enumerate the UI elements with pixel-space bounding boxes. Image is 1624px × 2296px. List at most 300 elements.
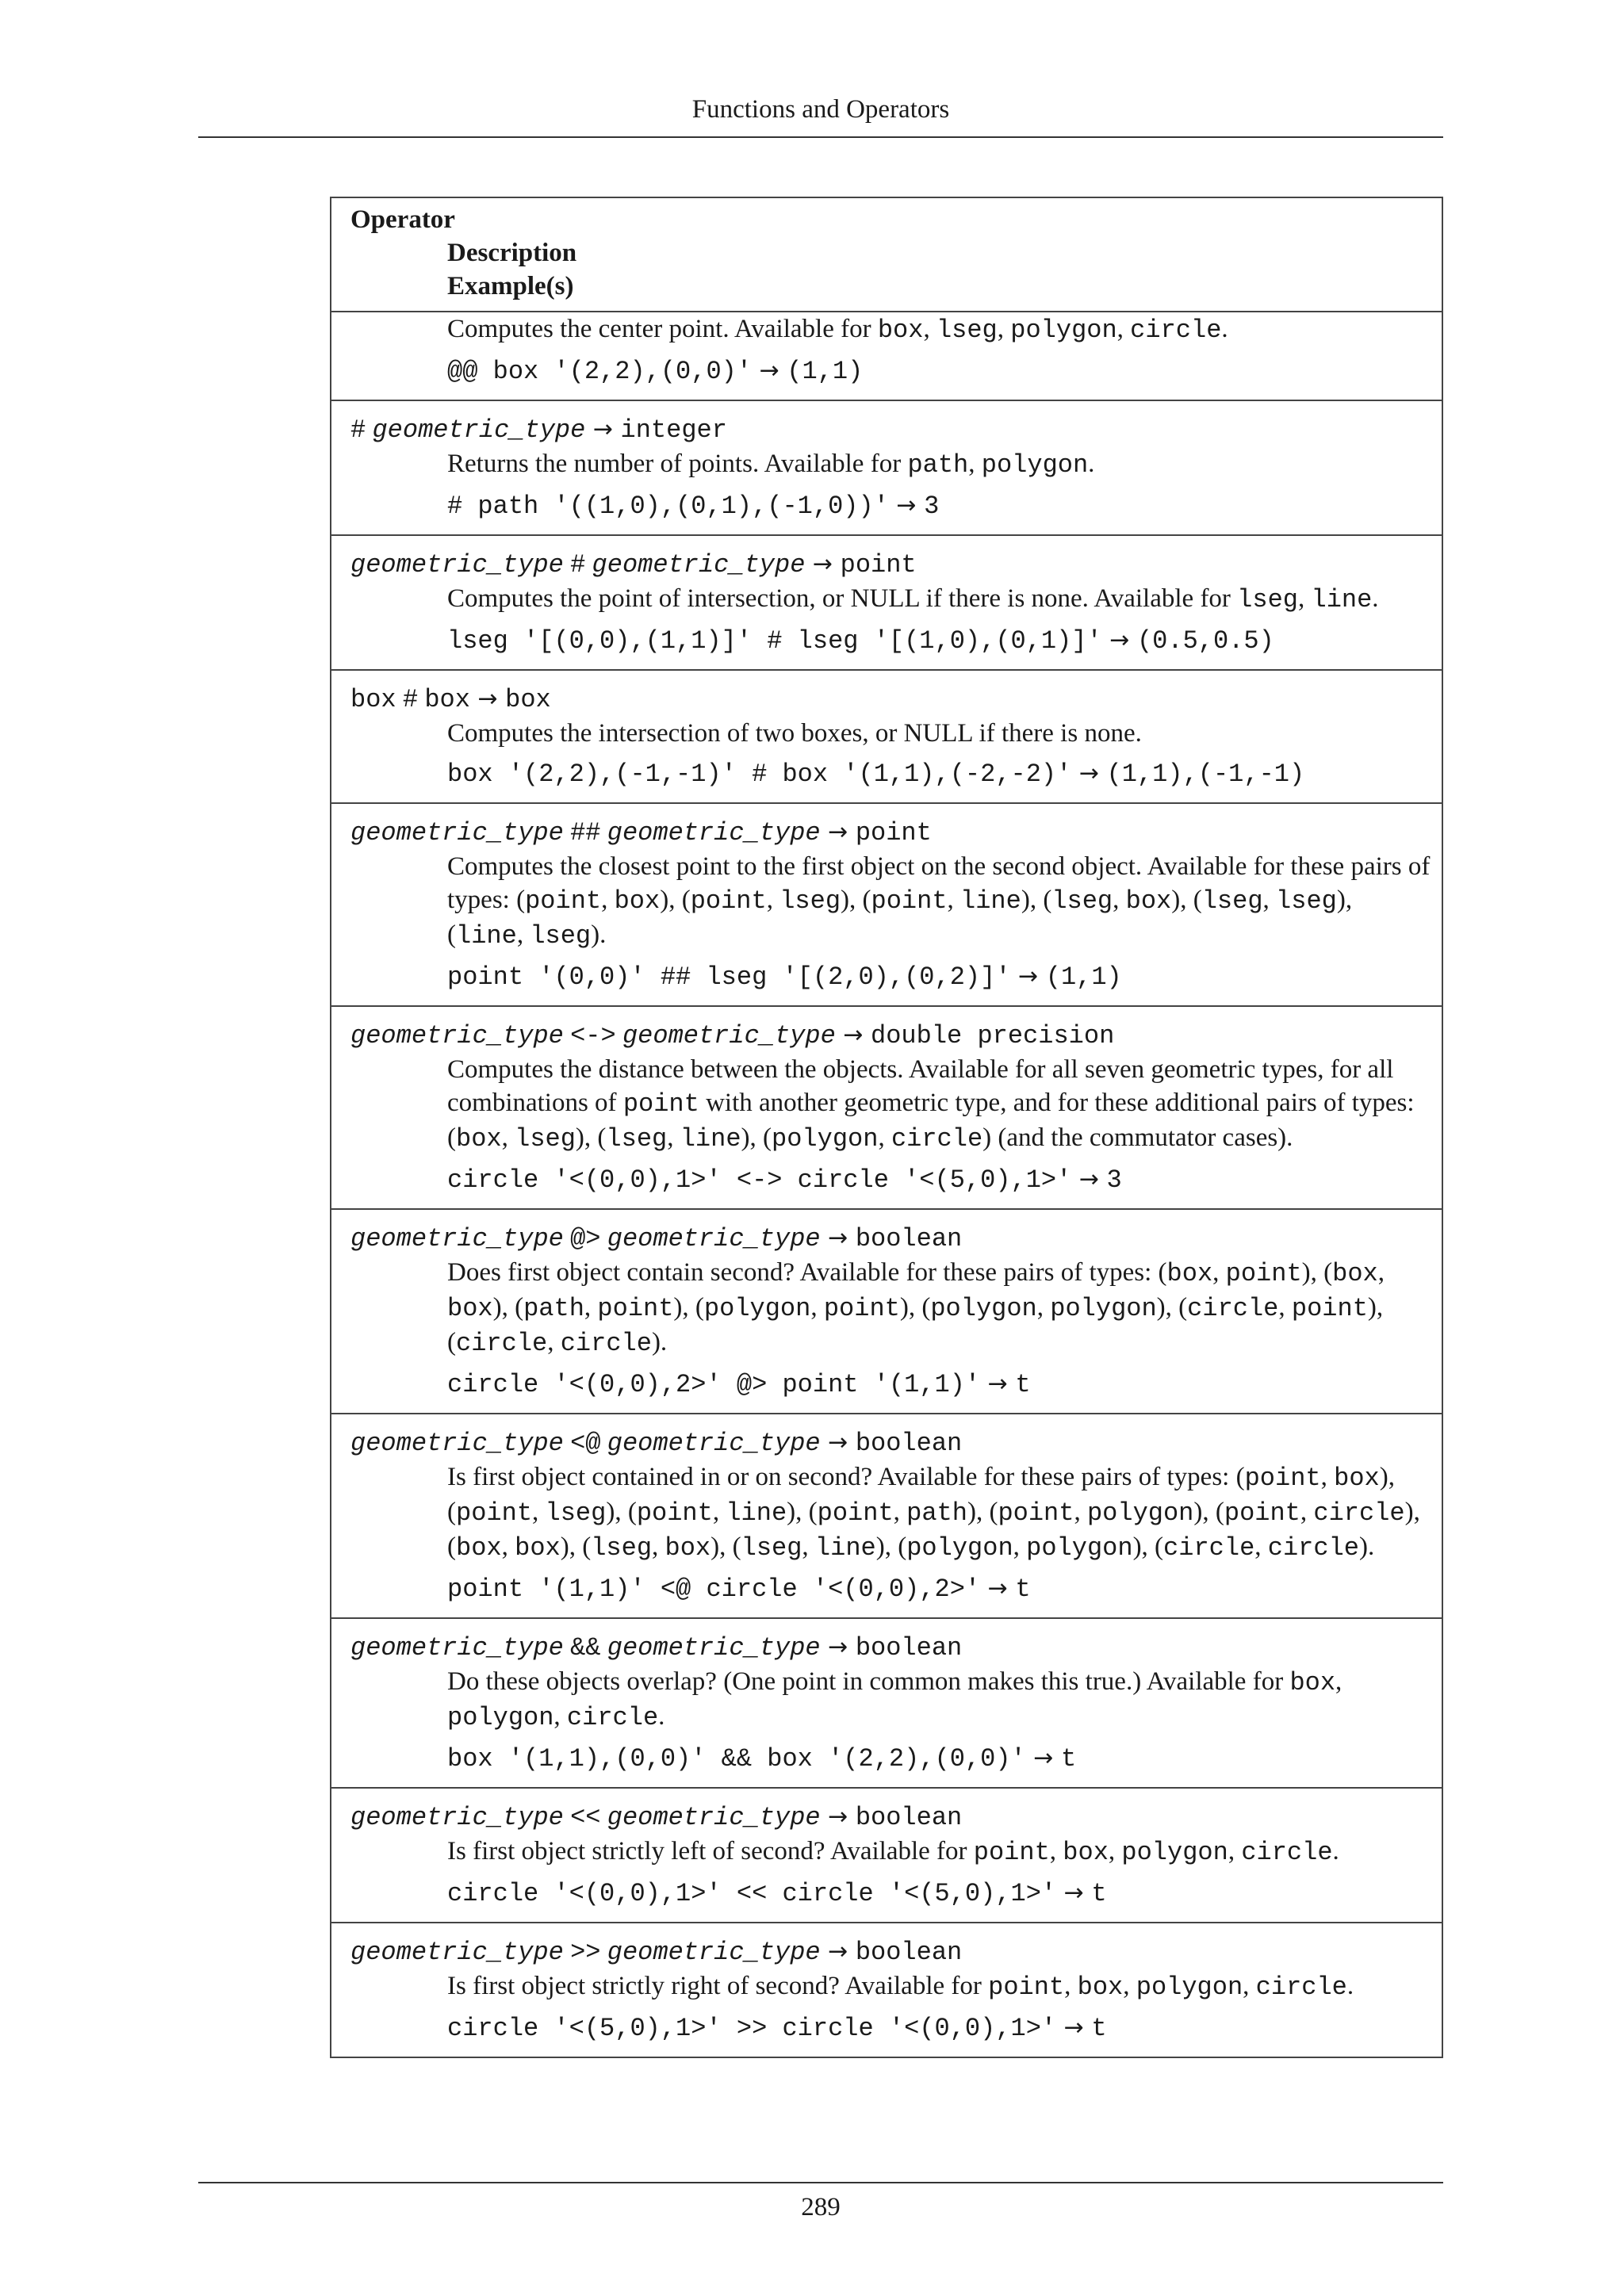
code-token: circle — [1267, 1533, 1359, 1563]
text-run: ), ( — [1301, 1258, 1333, 1287]
text-run: , — [1123, 1972, 1136, 2000]
operator-signature — [350, 1934, 1434, 1969]
operator-description — [350, 1256, 1434, 1360]
text-run — [564, 817, 570, 846]
code-token: line — [814, 1533, 876, 1563]
text-run — [564, 1428, 570, 1456]
text-run: Computes the closest point to the first object on the second object. Available for these pairs of types: ( — [447, 852, 1431, 914]
arrow-symbol: → — [1071, 760, 1107, 787]
text-run: , — [1320, 1463, 1335, 1491]
arrow-symbol: → — [585, 415, 621, 443]
operator-description — [350, 1835, 1434, 1869]
operator-signature — [350, 412, 1434, 447]
text-run: ), ( — [1193, 1498, 1224, 1526]
code-token: line — [456, 921, 517, 951]
code-token: point — [855, 818, 932, 848]
code-token: polygon — [1050, 1294, 1157, 1323]
text-run: , — [1278, 1293, 1292, 1322]
operator-signature — [350, 1221, 1434, 1256]
text-run — [585, 549, 592, 578]
text-run: ) (and the commutator cases). — [982, 1123, 1293, 1152]
code-token: double precision — [871, 1021, 1115, 1050]
text-run — [601, 1223, 607, 1252]
code-token: t — [1091, 1879, 1107, 1908]
operator-example — [350, 2011, 1434, 2045]
text-run — [601, 1632, 607, 1661]
code-token: box — [424, 685, 470, 714]
code-token: && — [570, 1633, 601, 1663]
code-token: circle — [566, 1703, 659, 1732]
code-token: circle — [891, 1124, 983, 1154]
text-run: , — [501, 1533, 515, 1561]
code-token: t — [1091, 2014, 1107, 2043]
text-run — [564, 1632, 570, 1661]
code-token: geometric_type — [622, 1021, 836, 1050]
code-token: lseg — [741, 1533, 802, 1563]
text-run: , — [947, 886, 961, 914]
code-token: box — [665, 1533, 711, 1563]
text-run: , — [667, 1123, 680, 1152]
text-run: , — [893, 1498, 907, 1526]
table-body — [331, 312, 1442, 2057]
code-token: lseg — [606, 1124, 668, 1154]
code-token: box — [350, 685, 396, 714]
code-token: point — [1225, 1259, 1302, 1288]
code-token: point — [456, 1498, 533, 1528]
code-token: box '(2,2),(-1,-1)' # box '(1,1),(-2,-2)' — [447, 760, 1072, 789]
text-run: , — [923, 315, 936, 343]
code-token: t — [1015, 1370, 1031, 1399]
code-token: line — [960, 886, 1021, 916]
code-token: circle — [1187, 1294, 1279, 1323]
text-run — [564, 1802, 570, 1831]
text-run: , — [1113, 886, 1126, 914]
code-token: lseg — [515, 1124, 576, 1154]
text-run: , — [1212, 1258, 1226, 1287]
code-token: point — [690, 886, 767, 916]
code-token: boolean — [855, 1938, 963, 1967]
code-token: (1,1),(-1,-1) — [1106, 760, 1305, 789]
code-token: geometric_type — [350, 818, 564, 848]
header-operator: Operator — [350, 205, 455, 234]
code-token: polygon — [906, 1533, 1013, 1563]
code-token: polygon — [1121, 1838, 1228, 1867]
code-token: << — [570, 1803, 601, 1832]
operator-example — [350, 756, 1434, 791]
code-token: circle — [456, 1329, 548, 1358]
code-token: circle — [1313, 1498, 1405, 1528]
code-token: box — [456, 1124, 502, 1154]
code-token: ## — [570, 818, 601, 848]
code-token: point '(0,0)' ## lseg '[(2,0),(0,2)]' — [447, 962, 1011, 992]
text-run: ), ( — [660, 886, 691, 914]
text-run: , — [766, 886, 780, 914]
code-token: circle — [1130, 316, 1222, 345]
operator-signature — [350, 682, 1434, 717]
code-token: boolean — [855, 1633, 963, 1663]
operator-example — [350, 1876, 1434, 1911]
text-run — [601, 1802, 607, 1831]
code-token: lseg — [779, 886, 841, 916]
text-run: , — [712, 1498, 726, 1526]
text-run: ), ( — [492, 1293, 524, 1322]
text-run: , — [501, 1123, 515, 1152]
text-run: , — [997, 315, 1011, 343]
code-token: # path '((1,0),(0,1),(-1,0))' — [447, 492, 889, 521]
code-token: lseg — [1201, 886, 1263, 916]
text-run: Computes the intersection of two boxes, or NULL if there is none. — [447, 719, 1142, 748]
code-token: geometric_type — [350, 1021, 564, 1050]
code-token: lseg — [936, 316, 998, 345]
text-run: , — [968, 450, 982, 478]
text-run: . — [1332, 1837, 1339, 1866]
code-token: polygon — [1026, 1533, 1133, 1563]
arrow-symbol: → — [805, 550, 841, 578]
code-token: geometric_type — [350, 1224, 564, 1253]
code-token: point — [871, 886, 948, 916]
header-rule — [198, 136, 1443, 138]
code-token: box — [1334, 1464, 1380, 1493]
arrow-symbol: → — [1056, 2014, 1092, 2042]
text-run — [601, 1428, 607, 1456]
code-token: polygon — [447, 1703, 554, 1732]
text-run: . — [1221, 315, 1228, 343]
operator-example — [350, 1162, 1434, 1197]
text-run: Do these objects overlap? (One point in common makes this true.) Available for — [447, 1667, 1290, 1696]
text-run: . — [1372, 584, 1379, 613]
code-token: geometric_type — [607, 1803, 821, 1832]
operator-example — [350, 959, 1434, 994]
text-run: , — [1108, 1837, 1122, 1866]
operator-description — [350, 1665, 1434, 1735]
code-token: line — [1311, 585, 1373, 614]
text-run — [564, 1937, 570, 1965]
code-token: geometric_type — [607, 1429, 821, 1458]
text-run: ), ( — [560, 1533, 592, 1561]
code-token: geometric_type — [350, 1803, 564, 1832]
code-token: polygon — [1010, 316, 1117, 345]
code-token: <-> — [570, 1021, 616, 1050]
operator-example — [350, 623, 1434, 658]
arrow-symbol: → — [980, 1575, 1016, 1602]
arrow-symbol: → — [980, 1370, 1016, 1398]
text-run: Is first object strictly right of second? Available for — [447, 1972, 989, 2000]
code-token: >> — [570, 1938, 601, 1967]
arrow-symbol: → — [1025, 1744, 1061, 1772]
operator-row — [331, 1007, 1442, 1210]
code-token: point '(1,1)' <@ circle '<(0,0),2>' — [447, 1575, 981, 1604]
code-token: lseg '[(0,0),(1,1)]' # lseg '[(1,0),(0,1)]' — [447, 626, 1102, 656]
operator-signature — [350, 547, 1434, 582]
code-token: geometric_type — [350, 1429, 564, 1458]
text-run: , — [1116, 315, 1131, 343]
code-token: circle — [1241, 1838, 1333, 1867]
code-token: box — [1063, 1838, 1109, 1867]
code-token: point — [597, 1294, 674, 1323]
text-run: ), ( — [606, 1498, 637, 1526]
code-token: box '(1,1),(0,0)' && box '(2,2),(0,0)' — [447, 1744, 1026, 1774]
code-token: lseg — [1276, 886, 1337, 916]
text-run: , — [652, 1533, 665, 1561]
text-run: , — [802, 1533, 815, 1561]
code-token: lseg — [591, 1533, 653, 1563]
code-token: lseg — [545, 1498, 607, 1528]
code-token: polygon — [703, 1294, 811, 1323]
text-run: ), ( — [447, 886, 1353, 949]
code-token: polygon — [981, 450, 1089, 480]
code-token: path — [523, 1294, 584, 1323]
text-run: , — [1254, 1533, 1268, 1561]
code-token: box — [447, 1294, 493, 1323]
text-run: , — [1064, 1972, 1078, 2000]
code-token: point — [1291, 1294, 1368, 1323]
text-run: , — [553, 1702, 567, 1731]
code-token: # — [402, 685, 419, 714]
code-token: line — [680, 1124, 741, 1154]
arrow-symbol: → — [888, 492, 925, 519]
text-run: . — [1346, 1972, 1354, 2000]
operator-example — [350, 354, 1434, 388]
arrow-symbol: → — [469, 685, 506, 713]
code-token: boolean — [855, 1803, 963, 1832]
operator-signature — [350, 1425, 1434, 1460]
code-token: geometric_type — [372, 415, 586, 445]
text-run: , — [584, 1293, 598, 1322]
text-run: , — [810, 1293, 824, 1322]
code-token: t — [1060, 1744, 1077, 1774]
code-token: boolean — [855, 1224, 963, 1253]
text-run: ). — [1358, 1533, 1375, 1561]
code-token: @@ box '(2,2),(0,0)' — [447, 357, 753, 386]
text-run: , — [601, 886, 615, 914]
text-run: , — [1335, 1667, 1342, 1696]
operator-description — [350, 1053, 1434, 1156]
text-run: , — [1300, 1498, 1314, 1526]
code-token: box — [877, 316, 924, 345]
operator-row — [331, 1789, 1442, 1923]
header-description: Description — [447, 239, 577, 267]
header-examples: Example(s) — [447, 272, 574, 300]
code-token: (0.5,0.5) — [1136, 626, 1274, 656]
operator-row — [331, 401, 1442, 536]
code-token: t — [1015, 1575, 1031, 1604]
text-run: , — [1074, 1498, 1087, 1526]
code-token: point — [823, 1294, 900, 1323]
text-run: ), ( — [875, 1533, 907, 1561]
code-token: lseg — [1051, 886, 1113, 916]
text-run: ), ( — [575, 1123, 607, 1152]
operator-row — [331, 1210, 1442, 1414]
code-token: (1,1) — [1045, 962, 1122, 992]
code-token: geometric_type — [350, 550, 564, 580]
operator-row — [331, 1923, 1442, 2057]
text-run: ), ( — [710, 1533, 741, 1561]
arrow-symbol: → — [820, 1803, 856, 1831]
text-run: Is first object contained in or on second? Available for these pairs of types: ( — [447, 1463, 1245, 1491]
code-token: point — [636, 1498, 713, 1528]
code-token: geometric_type — [607, 1938, 821, 1967]
arrow-symbol: → — [820, 1938, 856, 1965]
text-run: , — [1049, 1837, 1063, 1866]
operator-description — [350, 447, 1434, 482]
text-run: ), ( — [447, 1463, 1395, 1526]
code-token: circle — [560, 1329, 652, 1358]
text-run: Computes the distance between the objects. Available for all seven geometric types, for all combinations of — [447, 1055, 1394, 1117]
table-header — [331, 198, 1442, 312]
text-run: . — [658, 1702, 665, 1731]
text-run: , — [1243, 1972, 1256, 2000]
arrow-symbol: → — [820, 818, 856, 846]
operator-signature — [350, 1800, 1434, 1835]
text-run — [601, 1937, 607, 1965]
arrow-symbol: → — [1056, 1879, 1092, 1907]
text-run: ). — [651, 1328, 668, 1357]
code-token: box — [505, 685, 551, 714]
operator-description — [350, 717, 1434, 750]
arrow-symbol: → — [1071, 1165, 1107, 1193]
text-run — [564, 1223, 570, 1252]
text-run: ), ( — [967, 1498, 998, 1526]
text-run: , — [1228, 1837, 1242, 1866]
operator-table — [330, 197, 1443, 2058]
operator-row — [331, 1414, 1442, 1619]
code-token: box — [456, 1533, 502, 1563]
arrow-symbol: → — [1101, 626, 1137, 654]
text-run: , — [1377, 1258, 1385, 1287]
text-run: ), ( — [1021, 886, 1052, 914]
code-token: point — [998, 1498, 1074, 1528]
code-token: circle '<(0,0),2>' @> point '(1,1)' — [447, 1370, 981, 1399]
code-token: geometric_type — [350, 1633, 564, 1663]
code-token: boolean — [855, 1429, 963, 1458]
text-run: ), ( — [899, 1293, 931, 1322]
operator-description — [350, 1460, 1434, 1565]
operator-signature — [350, 815, 1434, 850]
operator-row — [331, 536, 1442, 671]
code-token: box — [1289, 1668, 1336, 1697]
code-token: circle — [1255, 1973, 1347, 2002]
text-run: Is first object strictly left of second? Available for — [447, 1837, 974, 1866]
code-token: point — [817, 1498, 894, 1528]
text-run: , — [1297, 584, 1312, 613]
code-token: point — [622, 1089, 699, 1119]
code-token: geometric_type — [607, 818, 821, 848]
text-run: ), ( — [447, 1498, 1420, 1561]
text-run: , — [532, 1498, 546, 1526]
text-run: ), ( — [741, 1123, 772, 1152]
code-token: geometric_type — [607, 1633, 821, 1663]
arrow-symbol: → — [820, 1633, 856, 1661]
operator-description — [350, 312, 1434, 347]
operator-signature — [350, 1018, 1434, 1053]
code-token: <@ — [570, 1429, 601, 1458]
text-run: Returns the number of points. Available for — [447, 450, 908, 478]
text-run: ), ( — [1171, 886, 1202, 914]
text-run — [396, 684, 403, 713]
arrow-symbol: → — [820, 1429, 856, 1456]
operator-example — [350, 1571, 1434, 1606]
code-token: box — [515, 1533, 561, 1563]
text-run: with another geometric type, and for these additional pairs of types: ( — [447, 1089, 1415, 1152]
operator-signature — [350, 1630, 1434, 1665]
code-token: point — [1224, 1498, 1300, 1528]
code-token: circle '<(0,0),1>' <-> circle '<(5,0),1>' — [447, 1165, 1072, 1195]
operator-row — [331, 312, 1442, 401]
text-run: ). — [591, 920, 607, 949]
text-run — [601, 817, 607, 846]
text-run: ), ( — [673, 1293, 704, 1322]
text-run: Does first object contain second? Available for these pairs of types: ( — [447, 1258, 1167, 1287]
code-token: box — [1332, 1259, 1378, 1288]
operator-row — [331, 804, 1442, 1007]
footer-rule — [198, 2182, 1443, 2183]
arrow-symbol: → — [820, 1224, 856, 1252]
code-token: point — [840, 550, 917, 580]
text-run — [616, 1020, 622, 1049]
operator-description — [350, 850, 1434, 953]
code-token: box — [1077, 1973, 1124, 2002]
operator-row — [331, 1619, 1442, 1789]
code-token: polygon — [930, 1294, 1037, 1323]
code-token: 3 — [1106, 1165, 1122, 1195]
code-token: path — [907, 450, 969, 480]
code-token: point — [973, 1838, 1050, 1867]
code-token: circle '<(0,0),1>' << circle '<(5,0),1>' — [447, 1879, 1057, 1908]
text-run: ), ( — [1132, 1533, 1164, 1561]
code-token: @> — [570, 1224, 601, 1253]
code-token: geometric_type — [607, 1224, 821, 1253]
code-token: 3 — [924, 492, 940, 521]
code-token: circle '<(5,0),1>' >> circle '<(0,0),1>' — [447, 2014, 1057, 2043]
operator-description — [350, 582, 1434, 617]
operator-example — [350, 488, 1434, 523]
code-token: point — [525, 886, 602, 916]
text-run — [564, 1020, 570, 1049]
code-token: path — [906, 1498, 967, 1528]
code-token: # — [570, 550, 586, 580]
code-token: polygon — [1086, 1498, 1194, 1528]
code-token: polygon — [772, 1124, 879, 1154]
text-run: ), ( — [787, 1498, 818, 1526]
arrow-symbol: → — [1010, 962, 1046, 990]
text-run: , — [878, 1123, 891, 1152]
operator-example — [350, 1741, 1434, 1776]
code-token: polygon — [1136, 1973, 1243, 2002]
running-header: Functions and Operators — [691, 95, 950, 124]
code-token: box — [1125, 886, 1172, 916]
code-token: (1,1) — [787, 357, 864, 386]
operator-row — [331, 671, 1442, 804]
text-run: . — [1088, 450, 1095, 478]
text-run: , — [516, 920, 530, 949]
text-run: Computes the point of intersection, or NULL if there is none. Available for — [447, 584, 1238, 613]
text-run: ), ( — [841, 886, 871, 914]
text-run: , — [1013, 1533, 1027, 1561]
code-token: box — [1166, 1259, 1213, 1288]
text-run: , — [1262, 886, 1277, 914]
arrow-symbol: → — [752, 357, 787, 385]
code-token: integer — [620, 415, 727, 445]
code-token: lseg — [1237, 585, 1298, 614]
code-token: line — [726, 1498, 787, 1528]
code-token: geometric_type — [350, 1938, 564, 1967]
page-number: 289 — [801, 2193, 841, 2221]
code-token: box — [614, 886, 661, 916]
operator-example — [350, 1367, 1434, 1402]
code-token: # — [350, 415, 366, 445]
text-run: ), ( — [447, 1293, 1384, 1357]
text-run: , — [547, 1328, 561, 1357]
